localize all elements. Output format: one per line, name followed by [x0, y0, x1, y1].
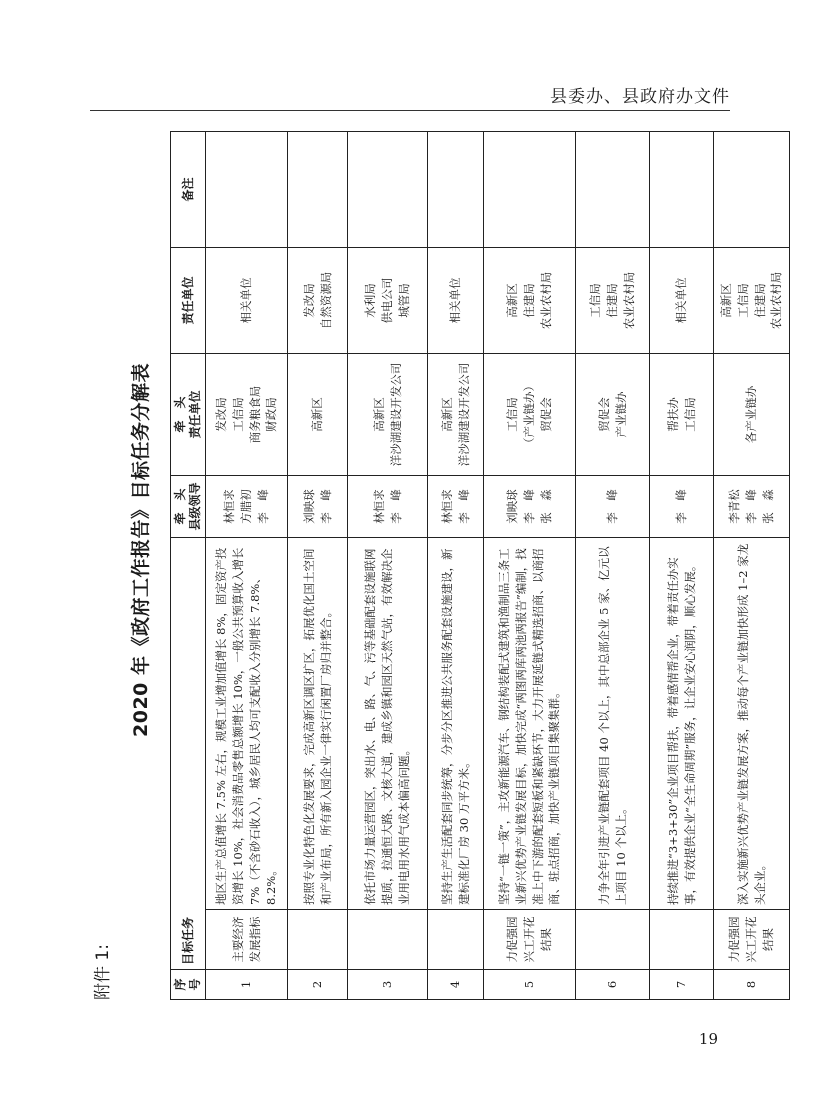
row-lead-unit: 各产业链办 [714, 353, 790, 475]
task-table [170, 131, 790, 1000]
row-seq: 2 [288, 970, 348, 1000]
row-target: 力促强园兴工开花结果 [484, 910, 576, 970]
table-row [576, 131, 650, 999]
col-resp-unit: 责任单位 [171, 247, 206, 353]
row-resp-unit: 发改局 自然资源局 [288, 247, 348, 353]
row-target [576, 910, 650, 970]
row-lead-unit: 高新区 洋沙湖建设开发公司 [428, 353, 484, 475]
row-seq: 5 [484, 970, 576, 1000]
col-target: 目标任务 [171, 537, 206, 969]
row-seq: 1 [206, 970, 288, 1000]
col-lead-leader: 牵 头 县级领导 [171, 475, 206, 537]
table-row [348, 131, 428, 999]
row-lead-unit: 帮扶办 工信局 [650, 353, 714, 475]
row-remark [484, 131, 576, 247]
row-leaders: 李 峰 [650, 475, 714, 537]
row-remark [714, 131, 790, 247]
row-seq: 3 [348, 970, 428, 1000]
row-remark [428, 131, 484, 247]
row-remark [348, 131, 428, 247]
row-target: 力促强园兴工开花结果 [714, 910, 790, 970]
row-target [650, 910, 714, 970]
table-row [650, 131, 714, 999]
row-resp-unit: 相关单位 [428, 247, 484, 353]
row-lead-unit: 高新区 [288, 353, 348, 475]
table-header-row [171, 131, 206, 999]
row-seq: 6 [576, 970, 650, 1000]
table-row [428, 131, 484, 999]
row-lead-unit: 高新区 洋沙湖建设开发公司 [348, 353, 428, 475]
row-task: 按照专业化特色化发展要求，完成高新区调区扩区，拓展优化国土空间和产业布局，所有新入园企业一律实行闲置厂房归并整合。 [288, 537, 348, 909]
row-target [348, 910, 428, 970]
table-row [288, 131, 348, 999]
table-row [206, 131, 288, 999]
row-resp-unit: 高新区 住建局 农业农村局 [484, 247, 576, 353]
rotated-page [88, 100, 784, 1000]
row-resp-unit: 相关单位 [206, 247, 288, 353]
row-resp-unit: 水利局 供电公司 城管局 [348, 247, 428, 353]
row-resp-unit: 相关单位 [650, 247, 714, 353]
row-target: 主要经济发展指标 [206, 910, 288, 970]
row-leaders: 林恒求 李 峰 [348, 475, 428, 537]
row-task: 坚持生产生活配套同步统筹，分步分区推进公共服务配套设施建设，新建标准化厂房 30 万平方米。 [428, 537, 484, 909]
col-lead-unit: 牵 头 责任单位 [171, 353, 206, 475]
row-leaders: 刘映球 李 峰 [288, 475, 348, 537]
row-task: 深入实施新兴优势产业链发展方案，推动每个产业链加快形成 1–2 家龙头企业。 [714, 537, 790, 909]
row-task: 持续推进“3+3+30”企业项目帮扶，带着感情帮企业，带着责任办实事，有效提供企业“全生命周期”服务，让企业安心润阴，顺心发展。 [650, 537, 714, 909]
row-remark [576, 131, 650, 247]
document-title: 2020 年《政府工作报告》目标任务分解表 [130, 363, 152, 737]
row-leaders: 林恒求 李 峰 [428, 475, 484, 537]
row-task: 力争全年引进产业链配套项目 40 个以上，其中总部企业 5 家、亿元以上项目 10 个以上。 [576, 537, 650, 909]
col-seq: 序号 [171, 970, 206, 1000]
row-leaders: 刘映球 李 峰 张 淼 [484, 475, 576, 537]
row-remark [206, 131, 288, 247]
row-resp-unit: 高新区 工信局 住建局 农业农村局 [714, 247, 790, 353]
row-remark [288, 131, 348, 247]
row-seq: 8 [714, 970, 790, 1000]
row-target [288, 910, 348, 970]
table-row [714, 131, 790, 999]
row-task: 依托市场力量运营园区，突出水、电、路、气、污等基础配套设施联网提质，拉通恒大路、文核大道，建成乡镇和园区天然气站，有效解决企业用电用水用气成本偏高问题。 [348, 537, 428, 909]
row-target [428, 910, 484, 970]
row-task: 地区生产总值增长 7.5% 左右，规模工业增加值增长 8%，固定资产投资增长 10%，社会消费品零售总额增长 10%，一般公共预算收入增长 7%（不含砂石收入），城乡居民人均可支配收入分别增长 7.8%、8.2%。 [206, 537, 288, 909]
row-leaders: 林恒求 方腊初 李 峰 [206, 475, 288, 537]
row-lead-unit: 发改局 工信局 商务粮食局 财政局 [206, 353, 288, 475]
table-row [484, 131, 576, 999]
col-remark: 备注 [171, 131, 206, 247]
row-remark [650, 131, 714, 247]
row-task: 坚持“一链一策”，主攻新能源汽车、钢结构装配式建筑和渔制品三条工业新兴优势产业链发展目标，加快完成“两图两库两池两报告”编制，找准上中下游的配套短板和紧缺环节，大力开展延链式精选招商、以商招商、驻点招商，加快产业链项目集聚集群。 [484, 537, 576, 909]
header-title: 县委办、县政府办文件 [550, 87, 730, 107]
row-leaders: 李青松 李 峰 张 淼 [714, 475, 790, 537]
row-leaders: 李 峰 [576, 475, 650, 537]
page-number: 19 [698, 1030, 718, 1048]
row-seq: 4 [428, 970, 484, 1000]
row-seq: 7 [650, 970, 714, 1000]
row-lead-unit: 贸促会 产业链办 [576, 353, 650, 475]
row-resp-unit: 工信局 住建局 农业农村局 [576, 247, 650, 353]
attachment-label: 附件 1: [93, 944, 113, 1000]
row-lead-unit: 工信局 （产业链办） 贸促会 [484, 353, 576, 475]
